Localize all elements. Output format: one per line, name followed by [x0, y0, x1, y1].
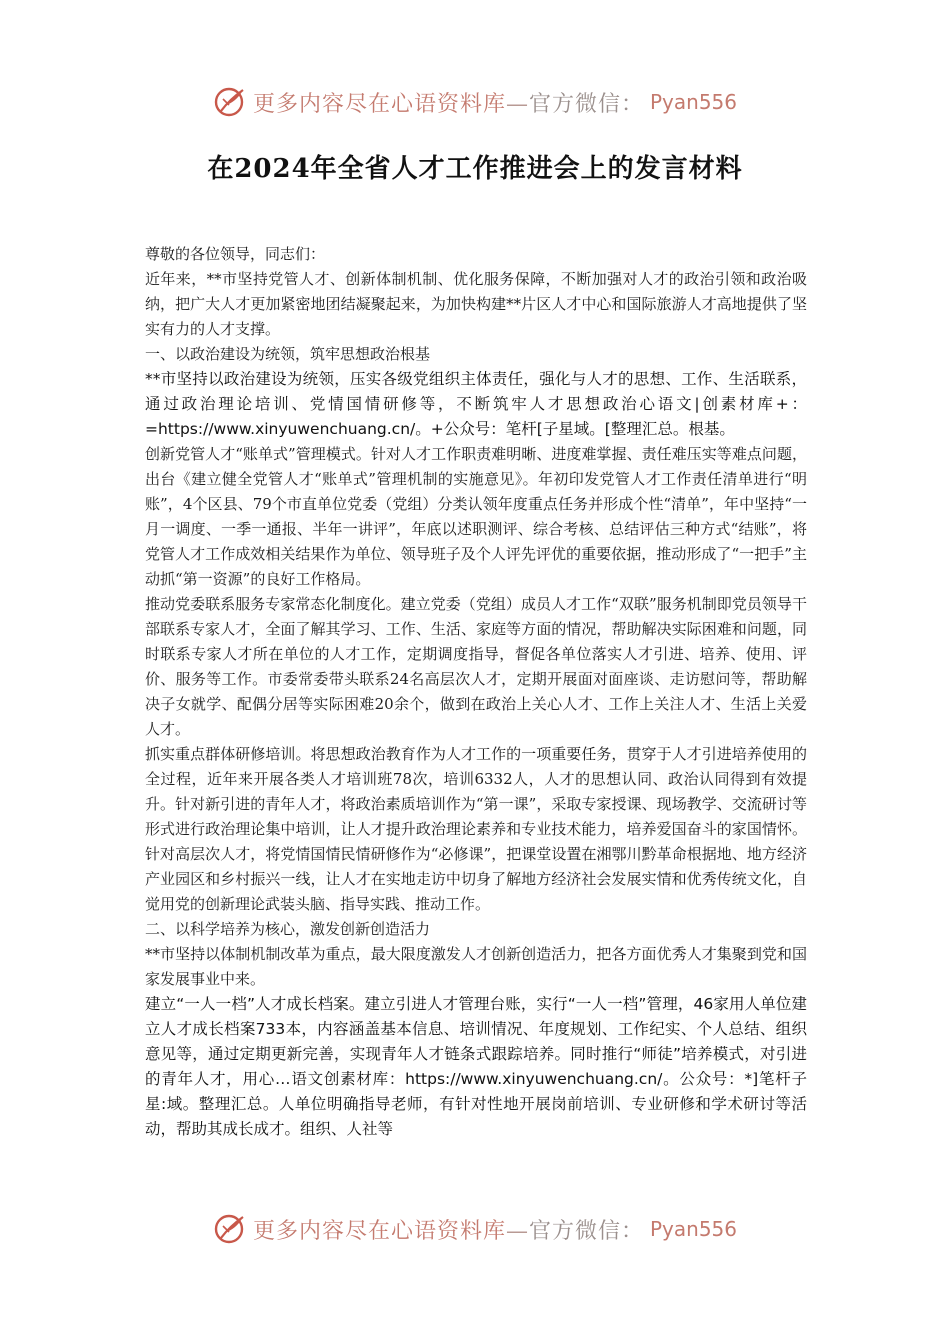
banner-wechat-id: Pyan556 [650, 90, 738, 114]
banner-brand-text: 更多内容尽在心语资料库 [252, 91, 506, 117]
section-2-item-1: 建立“一人一档”人才成长档案。建立引进人才管理台账，实行“一人一档”管理，46家用人单位建立人才成长档案733本，内容涵盖基本信息、培训情况、年度规划、工作纪实、个人总结、组织意见等，通过定期更新完善，实现青年人才链条式跟踪培养。同时推行“师徒”培养模式，对引进的青年人才，用心…语文创素材库：https://www.xinyuwenchuang.cn/。公众号：*]笔杆子星:域。整理汇总。人单位明确指导老师，有针对性地开展岗前培训、专业研修和学术研讨等活动，帮助其成长成才。组织、人社等 [145, 995, 807, 1138]
banner-wechat-label: 官方微信： [528, 1218, 644, 1244]
intro-paragraph: 近年来，**市坚持党管人才、创新体制机制、优化服务保障，不断加强对人才的政治引领和政治吸纳，把广大人才更加紧密地团结凝聚起来，为加快构建**片区人才中心和国际旅游人才高地提供了坚实有力的人才支撑。 [145, 270, 807, 338]
banner-wechat-label: 官方微信： [528, 91, 644, 117]
header-watermark-banner [0, 80, 950, 124]
salutation: 尊敬的各位领导，同志们： [145, 245, 326, 263]
section-1-item-1: 创新党管人才“账单式”管理模式。针对人才工作职责难明晰、进度难掌握、责任难压实等难点问题，出台《建立健全党管人才“账单式”管理机制的实施意见》。年初印发党管人才工作责任清单进行“明账”，4个区县、79个市直单位党委（党组）分类认领年度重点任务并形成个性“清单”，年中坚持“一月一调度、一季一通报、半年一讲评”，年底以述职测评、综合考核、总结评估三种方式“结账”，将党管人才工作成效相关结果作为单位、领导班子及个人评先评优的重要依据，推动形成了“一把手”主动抓“第一资源”的良好工作格局。 [145, 445, 807, 588]
section-1-item-3: 抓实重点群体研修培训。将思想政治教育作为人才工作的一项重要任务，贯穿于人才引进培养使用的全过程，近年来开展各类人才培训班78次，培训6332人，人才的思想认同、政治认同得到有效提升。针对新引进的青年人才，将政治素质培训作为“第一课”，采取专家授课、现场教学、交流研讨等形式进行政治理论集中培训，让人才提升政治理论素养和专业技术能力，培养爱国奋斗的家国情怀。针对高层次人才，将党情国情民情研修作为“必修课”，把课堂设置在湘鄂川黔革命根据地、地方经济产业园区和乡村振兴一线，让人才在实地走访中切身了解地方经济社会发展实情和优秀传统文化，自觉用党的创新理论武装头脑、指导实践、推动工作。 [145, 745, 807, 913]
banner-separator: — [505, 91, 529, 117]
quill-logo-icon [213, 1212, 247, 1246]
section-heading-2: 二、以科学培养为核心，激发创新创造活力 [145, 920, 431, 938]
section-2-summary: **市坚持以体制机制改革为重点，最大限度激发人才创新创造活力，把各方面优秀人才集聚到党和国家发展事业中来。 [145, 945, 807, 988]
section-1-summary: **市坚持以政治建设为统领，压实各级党组织主体责任，强化与人才的思想、工作、生活联系，通过政治理论培训、党情国情研修等，不断筑牢人才思想政治心语文|创素材库+：=https://www.xinyuwenchuang.cn/。+公众号：笔杆[子星域。[整理汇总。根基。 [145, 370, 807, 438]
banner-separator: — [505, 1218, 529, 1244]
quill-logo-icon [213, 85, 247, 119]
banner-brand-text: 更多内容尽在心语资料库 [252, 1218, 506, 1244]
section-1-item-2: 推动党委联系服务专家常态化制度化。建立党委（党组）成员人才工作“双联”服务机制即党员领导干部联系专家人才，全面了解其学习、工作、生活、家庭等方面的情况，帮助解决实际困难和问题，同时联系专家人才所在单位的人才工作，定期调度指导，督促各单位落实人才引进、培养、使用、评价、服务等工作。市委常委带头联系24名高层次人才，定期开展面对面座谈、走访慰问等，帮助解决子女就学、配偶分居等实际困难20余个，做到在政治上关心人才、工作上关注人才、生活上关爱人才。 [145, 595, 807, 738]
footer-watermark-banner [0, 1207, 950, 1251]
section-heading-1: 一、以政治建设为统领，筑牢思想政治根基 [145, 345, 431, 363]
document-title: 在2024年全省人才工作推进会上的发言材料 [207, 154, 743, 184]
document-body [145, 242, 807, 1142]
banner-wechat-id: Pyan556 [650, 1217, 738, 1241]
